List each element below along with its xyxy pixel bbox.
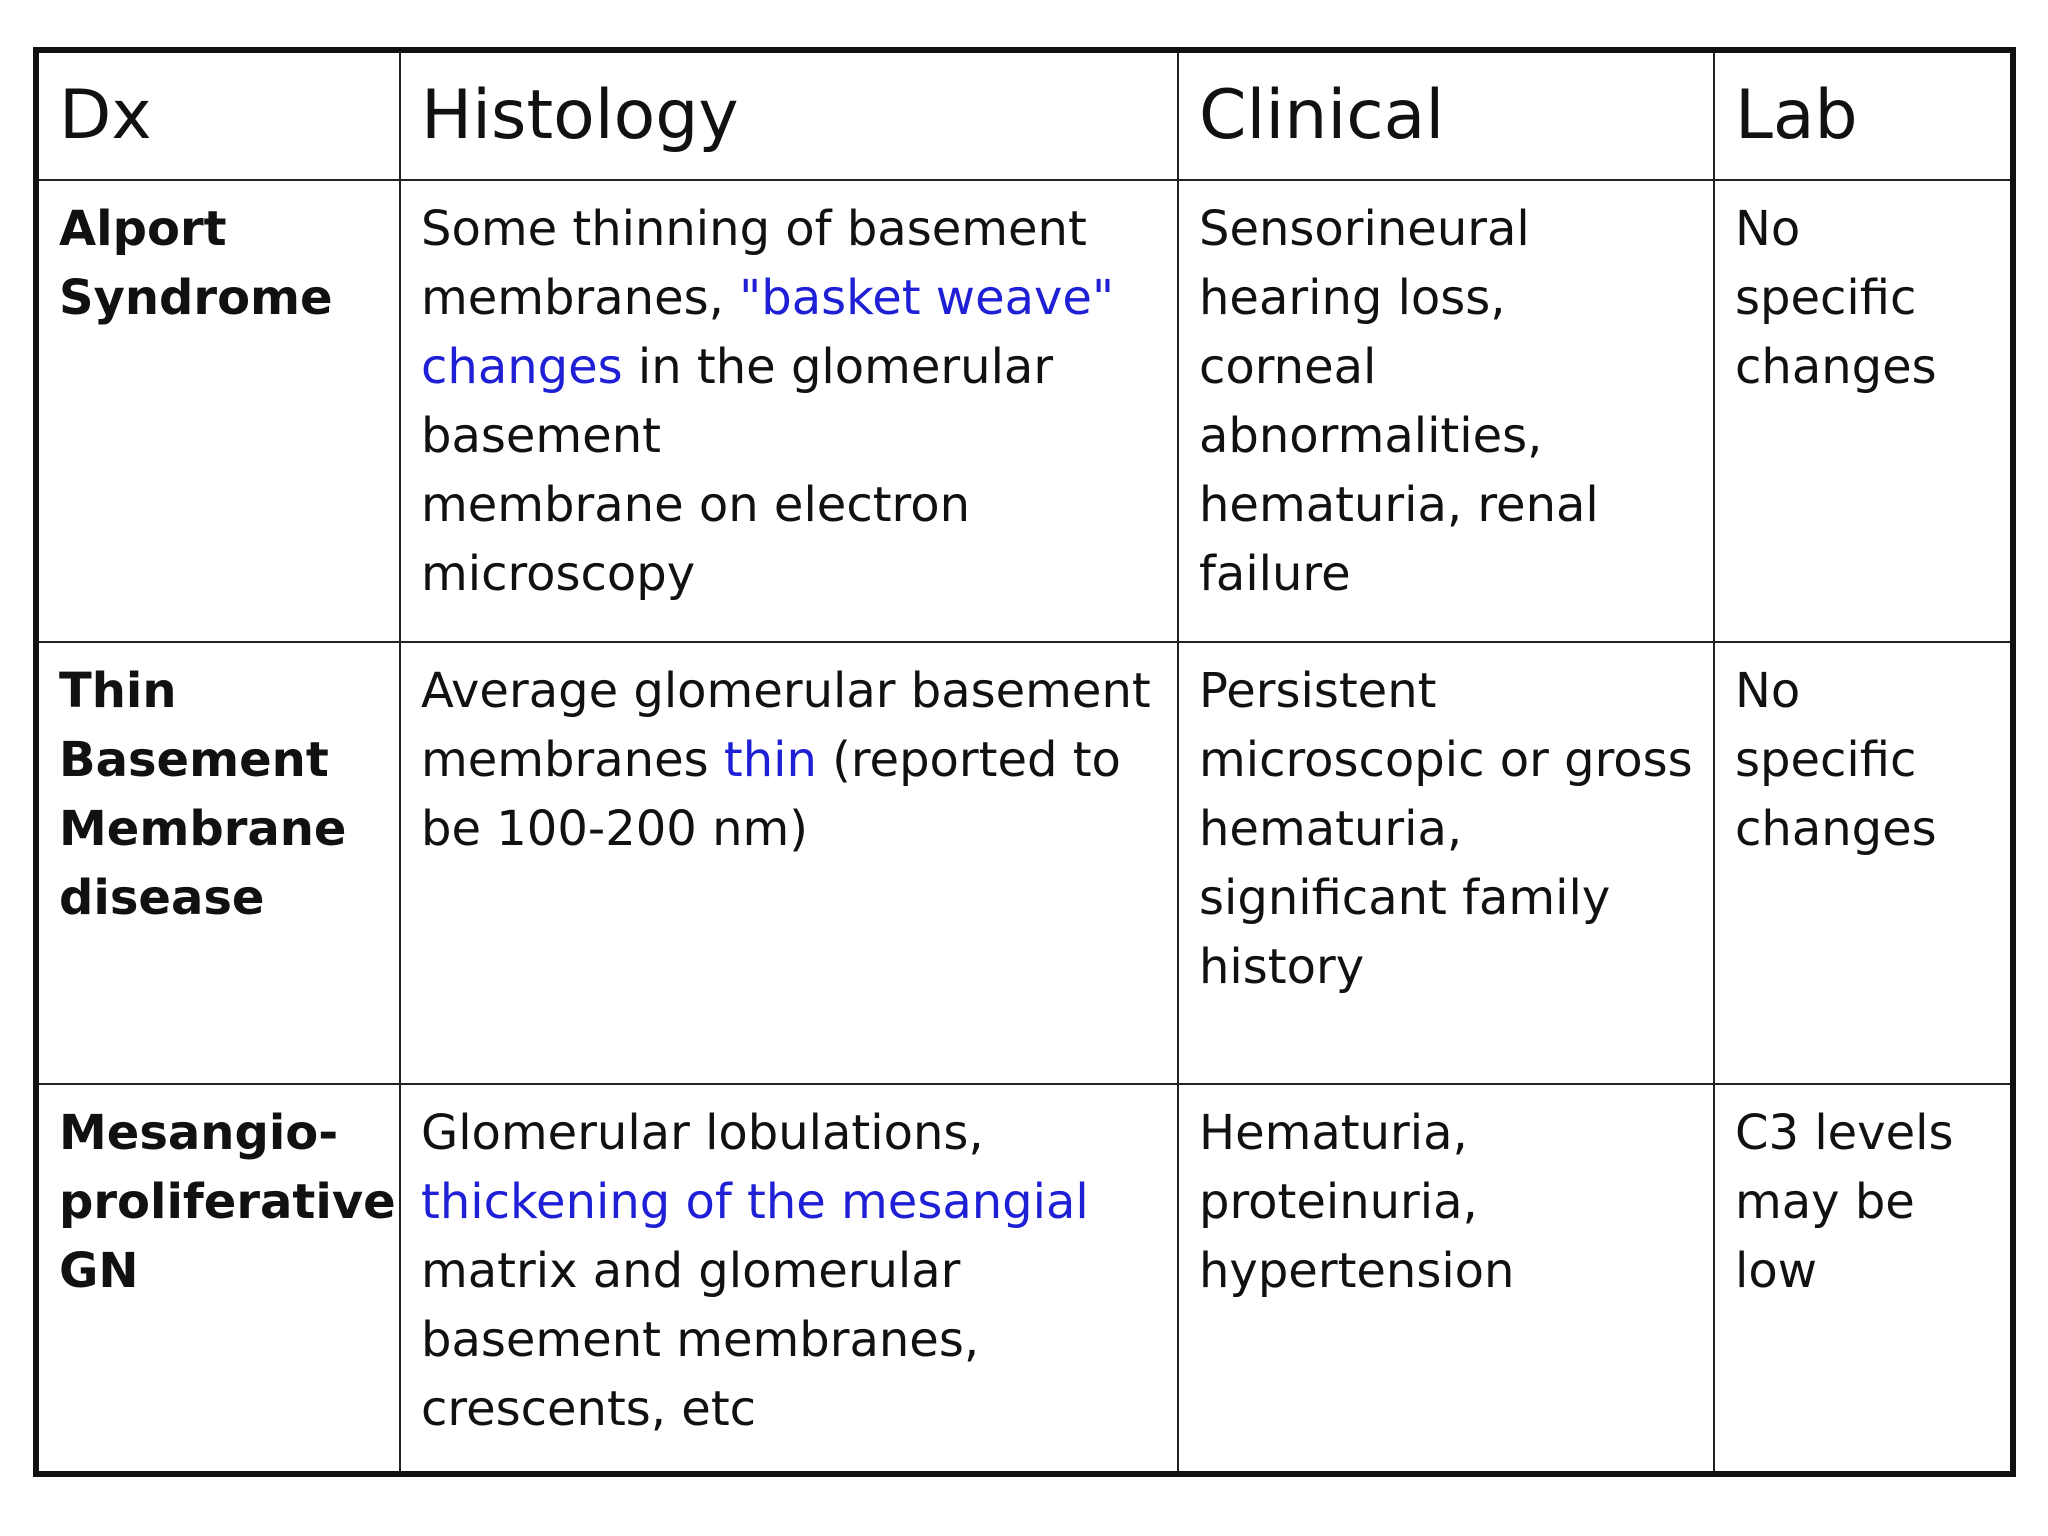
histology-text: membrane on electron microscopy — [421, 477, 970, 602]
dx-cell-thin-basement — [36, 642, 400, 1084]
clinical-cell-thin-basement: Persistent microscopic or gross hematuria, significant family history — [1178, 642, 1714, 1084]
dx-line: GN — [59, 1243, 139, 1299]
dx-line: Mesangio- — [59, 1105, 339, 1161]
histology-text: matrix and glomerular basement membranes, crescents, etc — [421, 1243, 980, 1437]
clinical-cell-alport: Sensorineural hearing loss, corneal abnormalities, hematuria, renal failure — [1178, 180, 1714, 642]
lab-cell-alport: No specific changes — [1714, 180, 2013, 642]
dx-line: disease — [59, 870, 265, 926]
lab-cell-mesangioproliferative: C3 levels may be low — [1714, 1084, 2013, 1474]
lab-cell-thin-basement: No specific changes — [1714, 642, 2013, 1084]
histology-cell-mesangioproliferative — [400, 1084, 1178, 1474]
table-row-alport — [36, 180, 2013, 642]
histology-text: Average glomerular basement membranes — [421, 663, 1151, 788]
header-row — [36, 50, 2013, 180]
histology-text: Glomerular lobulations, — [421, 1105, 984, 1161]
dx-line: Membrane — [59, 801, 347, 857]
header-clinical: Clinical — [1178, 50, 1714, 180]
histology-text: in the glomerular basement — [421, 339, 1054, 464]
header-dx: Dx — [36, 50, 400, 180]
clinical-cell-mesangioproliferative: Hematuria, proteinuria, hypertension — [1178, 1084, 1714, 1474]
dx-line: Alport — [59, 201, 227, 257]
header-lab: Lab — [1714, 50, 2013, 180]
dx-line: Basement — [59, 732, 329, 788]
table-row-thin-basement — [36, 642, 2013, 1084]
histology-cell-alport — [400, 180, 1178, 642]
dx-line: Thin — [59, 663, 177, 719]
diagnosis-comparison-table — [33, 47, 2016, 1477]
histology-text: (reported to be 100-200 nm) — [421, 732, 1121, 857]
header-histology: Histology — [400, 50, 1178, 180]
histology-highlight: thickening of the mesangial — [421, 1174, 1089, 1230]
table-row-mesangioproliferative — [36, 1084, 2013, 1474]
dx-cell-alport — [36, 180, 400, 642]
histology-highlight: "basket weave" changes — [421, 270, 1115, 395]
dx-line: proliferative — [59, 1174, 396, 1230]
histology-highlight: thin — [723, 732, 817, 788]
dx-line: Syndrome — [59, 270, 333, 326]
histology-text: Some thinning of basement membranes, — [421, 201, 1087, 326]
histology-cell-thin-basement — [400, 642, 1178, 1084]
dx-cell-mesangioproliferative — [36, 1084, 400, 1474]
